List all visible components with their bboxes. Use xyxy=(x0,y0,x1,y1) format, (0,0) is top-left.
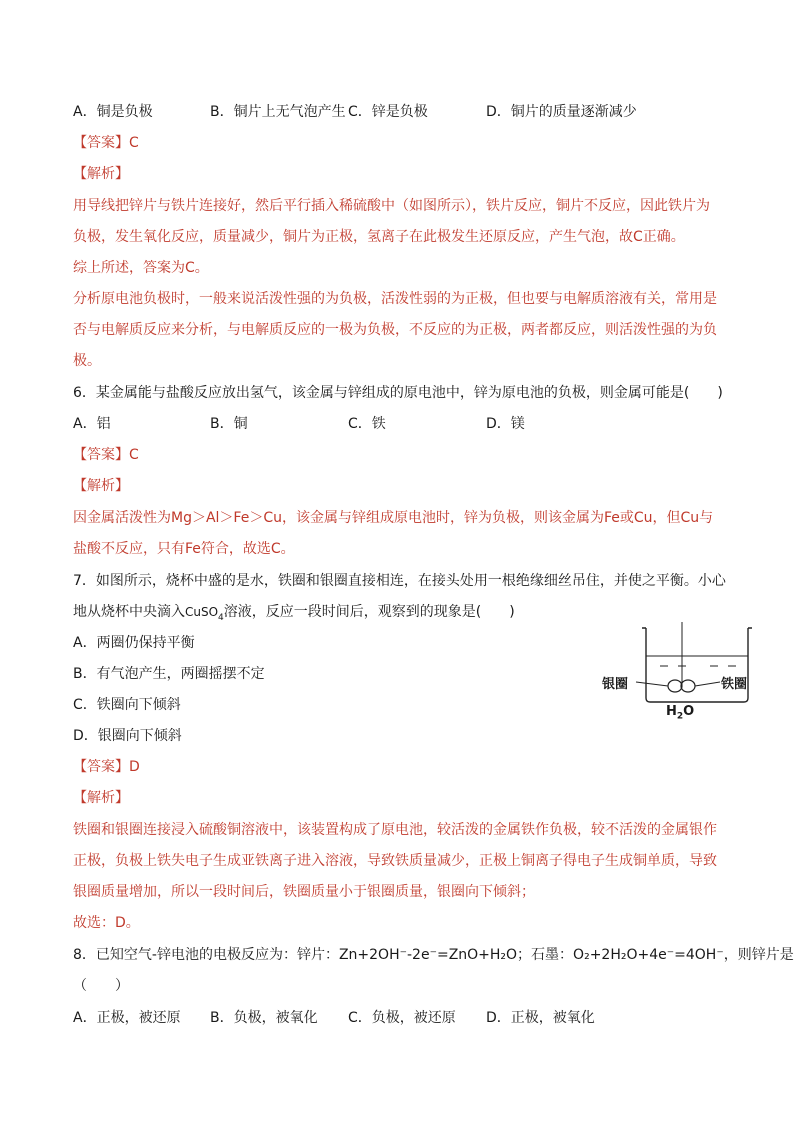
q7-analysis-line: 正极，负极上铁失电子生成亚铁离子进入溶液，导致铁质量减少，正极上铜离子得电子生成铜单质，导致 xyxy=(73,853,717,869)
silver-ring-label: 银圈 xyxy=(602,677,629,692)
q6-stem: 6．某金属能与盐酸反应放出氢气，该金属与锌组成的原电池中，锌为原电池的负极，则金属可能是( ) xyxy=(73,385,723,401)
q7-answer: 【答案】D xyxy=(73,759,140,775)
q6-option-c: C．铁 xyxy=(348,416,386,432)
q6-answer: 【答案】C xyxy=(73,447,139,463)
q7-analysis-line: 铁圈和银圈连接浸入硫酸铜溶液中，该装置构成了原电池，较活泼的金属铁作负极，较不活泼的金属银作 xyxy=(73,822,717,838)
q6-analysis-tag: 【解析】 xyxy=(73,478,129,494)
q5-answer: 【答案】C xyxy=(73,135,139,151)
q8-option-a: A．正极，被还原 xyxy=(73,1010,181,1026)
q7-analysis-line: 故选：D。 xyxy=(73,915,140,931)
q5-option-c: C．锌是负极 xyxy=(348,104,428,120)
q7-analysis-line: 银圈质量增加，所以一段时间后，铁圈质量小于银圈质量，银圈向下倾斜； xyxy=(73,884,535,900)
q6-option-b: B．铜 xyxy=(210,416,248,432)
iron-pointer xyxy=(695,682,720,686)
q5-option-b: B．铜片上无气泡产生 xyxy=(210,104,346,120)
q8-option-b: B．负极，被氧化 xyxy=(210,1010,318,1026)
water-label: $H_2O$ xyxy=(666,704,695,722)
q8-option-c: C．负极，被还原 xyxy=(348,1010,456,1026)
q7-option-b: B．有气泡产生，两圈摇摆不定 xyxy=(73,666,265,682)
q5-analysis-line: 综上所述，答案为C。 xyxy=(73,260,209,276)
q5-analysis-line: 负极，发生氧化反应，质量减少，铜片为正极，氢离子在此极发生还原反应，产生气泡，故C正确。 xyxy=(73,229,685,245)
q7-option-c: C．铁圈向下倾斜 xyxy=(73,697,181,713)
q7-option-d: D．银圈向下倾斜 xyxy=(73,728,182,744)
q8-stem-line-1: 8．已知空气-锌电池的电极反应为：锌片：Zn+2OH⁻-2e⁻=ZnO+H₂O；石墨：O₂+2H₂O+4e⁻=4OH⁻，则锌片是 xyxy=(73,947,794,963)
iron-ring xyxy=(681,680,695,692)
q8-option-d: D．正极，被氧化 xyxy=(486,1010,595,1026)
q5-analysis-line: 用导线把锌片与铁片连接好，然后平行插入稀硫酸中（如图所示），铁片反应，铜片不反应，因此铁片为 xyxy=(73,198,710,214)
q7-option-a: A．两圈仍保持平衡 xyxy=(73,635,195,651)
q7-stem-line-2: 地从烧杯中央滴入CuSO$_4$溶液，反应一段时间后，观察到的现象是( ) xyxy=(73,604,515,623)
q6-option-a: A．铝 xyxy=(73,416,111,432)
beaker-figure xyxy=(602,622,762,726)
q5-analysis-line: 否与电解质反应来分析，与电解质反应的一极为负极，不反应的为正极，两者都反应，则活泼性强的为负 xyxy=(73,322,717,338)
silver-ring xyxy=(668,680,682,692)
q5-analysis-line: 分析原电池负极时，一般来说活泼性强的为负极，活泼性弱的为正极，但也要与电解质溶液有关，常用是 xyxy=(73,291,717,307)
q7-analysis-tag: 【解析】 xyxy=(73,790,129,806)
q5-analysis-tag: 【解析】 xyxy=(73,166,129,182)
silver-pointer xyxy=(636,682,668,686)
q5-analysis-line: 极。 xyxy=(73,353,101,369)
q6-analysis-line: 因金属活泼性为Mg＞Al＞Fe＞Cu，该金属与锌组成原电池时，锌为负极，则该金属为Fe或Cu，但Cu与 xyxy=(73,510,714,526)
q6-analysis-line: 盐酸不反应，只有Fe符合，故选C。 xyxy=(73,541,295,557)
q5-option-a: A．铜是负极 xyxy=(73,104,153,120)
q8-stem-line-2: （ ） xyxy=(73,978,129,994)
q7-stem-line-1: 7．如图所示，烧杯中盛的是水，铁圈和银圈直接相连，在接头处用一根绝缘细丝吊住，并使之平衡。小心 xyxy=(73,573,726,589)
q5-option-d: D．铜片的质量逐渐减少 xyxy=(486,104,637,120)
q6-option-d: D．镁 xyxy=(486,416,525,432)
iron-ring-label: 铁圈 xyxy=(721,677,748,692)
